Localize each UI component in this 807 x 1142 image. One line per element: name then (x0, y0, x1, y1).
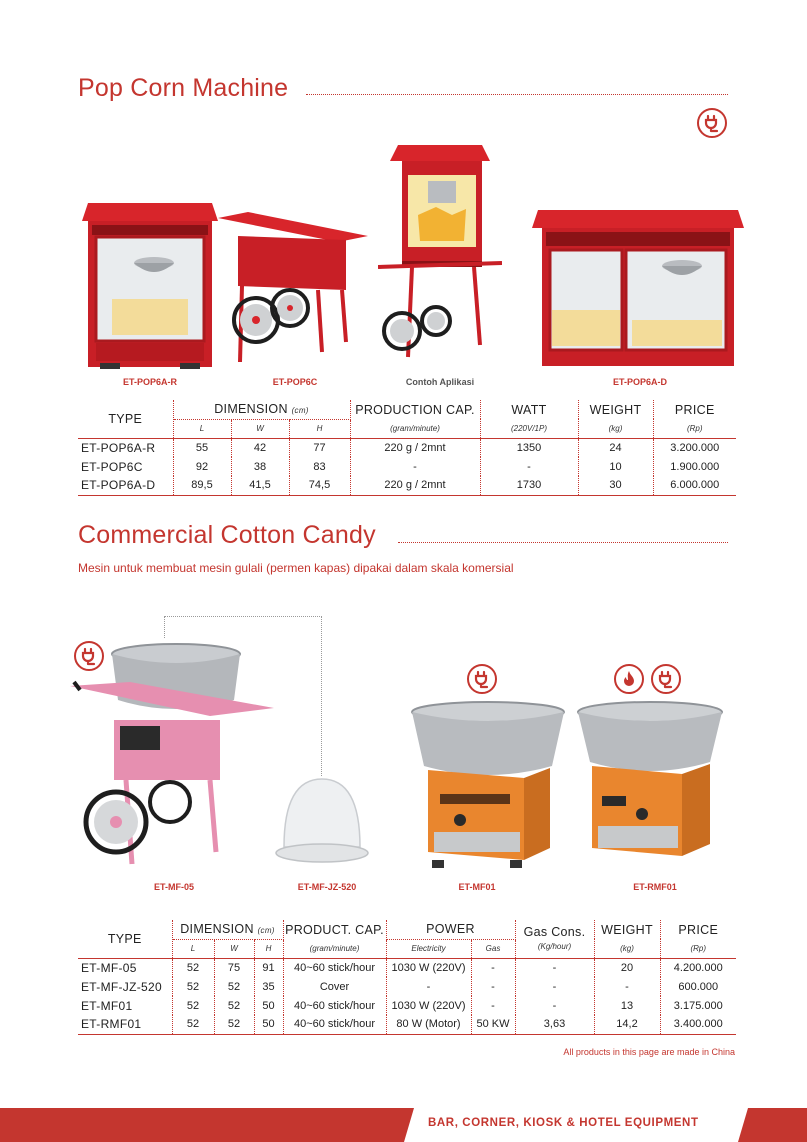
col-product-unit: (gram/minute) (283, 939, 386, 958)
col-watt-unit: (220V/1P) (480, 419, 578, 438)
row-electricity: 1030 W (220V) (386, 996, 471, 1015)
col-price: PRICE (674, 402, 715, 417)
row-h: 50 (254, 1015, 283, 1034)
row-l: 52 (172, 996, 214, 1015)
col-price-unit: (Rp) (653, 419, 736, 438)
row-weight: 14,2 (594, 1015, 660, 1034)
row-l: 52 (172, 977, 214, 996)
row-h: 83 (289, 457, 350, 476)
col-dim-w: W (231, 419, 289, 438)
cotton-section-title: Commercial Cotton Candy (78, 521, 376, 549)
row-weight: 20 (594, 958, 660, 977)
popcorn-title-divider (306, 94, 728, 95)
col-weight: WEIGHT (594, 920, 660, 939)
cotton-candy-cart-image (70, 642, 276, 874)
row-l: 52 (172, 1015, 214, 1034)
row-gas-cons: - (515, 977, 594, 996)
row-price: 1.900.000 (670, 460, 720, 473)
row-gas-cons: - (515, 958, 594, 977)
col-dim-h: H (289, 419, 350, 438)
row-gas: - (471, 958, 515, 977)
row-h: 91 (254, 958, 283, 977)
cotton-title-divider (398, 542, 728, 543)
col-weight-unit: (kg) (578, 419, 653, 438)
table-row (78, 476, 736, 495)
row-l: 92 (173, 457, 231, 476)
row-watt: - (480, 457, 578, 476)
col-dim-w: W (214, 939, 254, 958)
cotton-spec-table (78, 920, 736, 1035)
col-power: POWER (386, 920, 515, 939)
row-w: 75 (214, 958, 254, 977)
row-watt: 1730 (480, 476, 578, 495)
row-weight: 24 (578, 438, 653, 457)
row-price: 6.000.000 (653, 476, 736, 495)
row-type: ET-MF01 (78, 996, 172, 1015)
row-type: ET-RMF01 (78, 1015, 172, 1034)
popcorn-table-header (78, 400, 736, 419)
table-row (78, 457, 736, 476)
row-l: 52 (172, 958, 214, 977)
col-weight: WEIGHT (578, 400, 653, 419)
row-l: 55 (173, 438, 231, 457)
row-w: 42 (231, 438, 289, 457)
cart-connector-down (164, 616, 165, 638)
row-price: 600.000 (678, 980, 719, 993)
footer-category: BAR, CORNER, KIOSK & HOTEL EQUIPMENT (428, 1117, 699, 1129)
row-gas-cons: - (515, 996, 594, 1015)
row-production: 220 g / 2mnt (350, 476, 480, 495)
row-gas: - (471, 977, 515, 996)
gas-cons-label: Gas Cons. (523, 925, 586, 940)
row-l: 89,5 (173, 476, 231, 495)
row-h: 77 (289, 438, 350, 457)
plug-icon (467, 664, 497, 694)
col-gas: Gas (471, 939, 515, 958)
row-product: 40~60 stick/hour (283, 1015, 386, 1034)
caption-mf-jz-520: ET-MF-JZ-520 (297, 882, 357, 892)
cotton-cover-image (272, 775, 372, 869)
cover-connector-down (321, 616, 322, 776)
row-type: ET-POP6A-D (78, 476, 173, 495)
cotton-rmf01-image (576, 700, 724, 866)
col-dim-l: L (173, 419, 231, 438)
row-price: 3.175.000 (673, 999, 723, 1012)
row-h: 74,5 (289, 476, 350, 495)
popcorn-application-image (378, 145, 502, 367)
row-type: ET-MF-JZ-520 (78, 977, 172, 996)
col-electricity: Electricity (386, 939, 471, 958)
table-row (78, 977, 736, 996)
col-dim-l: L (172, 939, 214, 958)
row-product: Cover (283, 977, 386, 996)
row-electricity: - (386, 977, 471, 996)
col-watt: WATT (480, 400, 578, 419)
popcorn-double-machine-image (532, 210, 744, 370)
row-weight: 30 (578, 476, 653, 495)
row-h: 50 (254, 996, 283, 1015)
row-type: ET-POP6C (78, 457, 173, 476)
col-type: TYPE (78, 400, 173, 438)
caption-pop6c: ET-POP6C (272, 377, 318, 387)
row-gas: 50 KW (471, 1015, 515, 1034)
caption-pop6a-r: ET-POP6A-R (122, 377, 177, 387)
row-h: 35 (254, 977, 283, 996)
dimension-label: DIMENSION (180, 922, 254, 937)
cotton-subtitle: Mesin untuk membuat mesin gulali (permen kapas) dipakai dalam skala komersial (78, 561, 514, 575)
row-type: ET-MF-05 (78, 958, 172, 977)
col-dimension (172, 920, 283, 939)
row-w: 52 (214, 977, 254, 996)
col-production: PRODUCTION CAP. (350, 400, 480, 419)
dimension-label: DIMENSION (214, 402, 288, 417)
row-production: - (350, 457, 480, 476)
table-row (78, 438, 736, 457)
col-type: TYPE (78, 920, 172, 958)
gas-cons-unit: (Kg/hour) (537, 941, 572, 951)
plug-icon (651, 664, 681, 694)
caption-application: Contoh Aplikasi (405, 377, 475, 387)
row-electricity: 1030 W (220V) (386, 958, 471, 977)
popcorn-spec-table (78, 400, 736, 496)
made-in-note: All products in this page are made in China (563, 1047, 735, 1057)
row-product: 40~60 stick/hour (283, 996, 386, 1015)
caption-rmf01: ET-RMF01 (633, 882, 677, 892)
row-price: 3.400.000 (660, 1015, 736, 1034)
popcorn-machine-image (82, 203, 218, 373)
row-watt: 1350 (480, 438, 578, 457)
col-production-unit: (gram/minute) (350, 419, 480, 438)
row-electricity: 80 W (Motor) (386, 1015, 471, 1034)
plug-icon (697, 108, 727, 138)
popcorn-cart-image (218, 212, 368, 364)
flame-icon (614, 664, 644, 694)
row-weight: 10 (578, 457, 653, 476)
row-gas-cons: 3,63 (515, 1015, 594, 1034)
row-w: 41,5 (231, 476, 289, 495)
row-price: 4.200.000 (673, 961, 723, 974)
col-dim-h: H (254, 939, 283, 958)
table-row (78, 958, 736, 977)
row-w: 52 (214, 1015, 254, 1034)
table-row (78, 1015, 736, 1034)
cotton-table-header (78, 920, 736, 939)
col-price: PRICE (678, 922, 719, 937)
cart-cover-connector (164, 616, 322, 617)
col-price-unit: (Rp) (660, 939, 736, 958)
caption-mf01: ET-MF01 (458, 882, 496, 892)
col-weight-unit: (kg) (594, 939, 660, 958)
row-price: 3.200.000 (670, 441, 720, 454)
col-gas-cons (515, 920, 594, 958)
row-production: 220 g / 2mnt (350, 438, 480, 457)
row-type: ET-POP6A-R (78, 438, 173, 457)
row-gas: - (471, 996, 515, 1015)
popcorn-table-subheader (78, 419, 736, 438)
caption-pop6a-d: ET-POP6A-D (612, 377, 667, 387)
row-weight: 13 (594, 996, 660, 1015)
table-row (78, 996, 736, 1015)
popcorn-section-title: Pop Corn Machine (78, 74, 289, 102)
caption-mf-05: ET-MF-05 (153, 882, 194, 892)
row-weight: - (594, 977, 660, 996)
row-w: 52 (214, 996, 254, 1015)
dimension-unit: (cm) (291, 406, 309, 416)
col-product: PRODUCT. CAP. (283, 920, 386, 939)
row-w: 38 (231, 457, 289, 476)
cotton-table-subheader (78, 939, 736, 958)
row-product: 40~60 stick/hour (283, 958, 386, 977)
dimension-unit: (cm) (257, 926, 275, 936)
col-dimension (173, 400, 350, 419)
cotton-mf01-image (410, 700, 566, 872)
